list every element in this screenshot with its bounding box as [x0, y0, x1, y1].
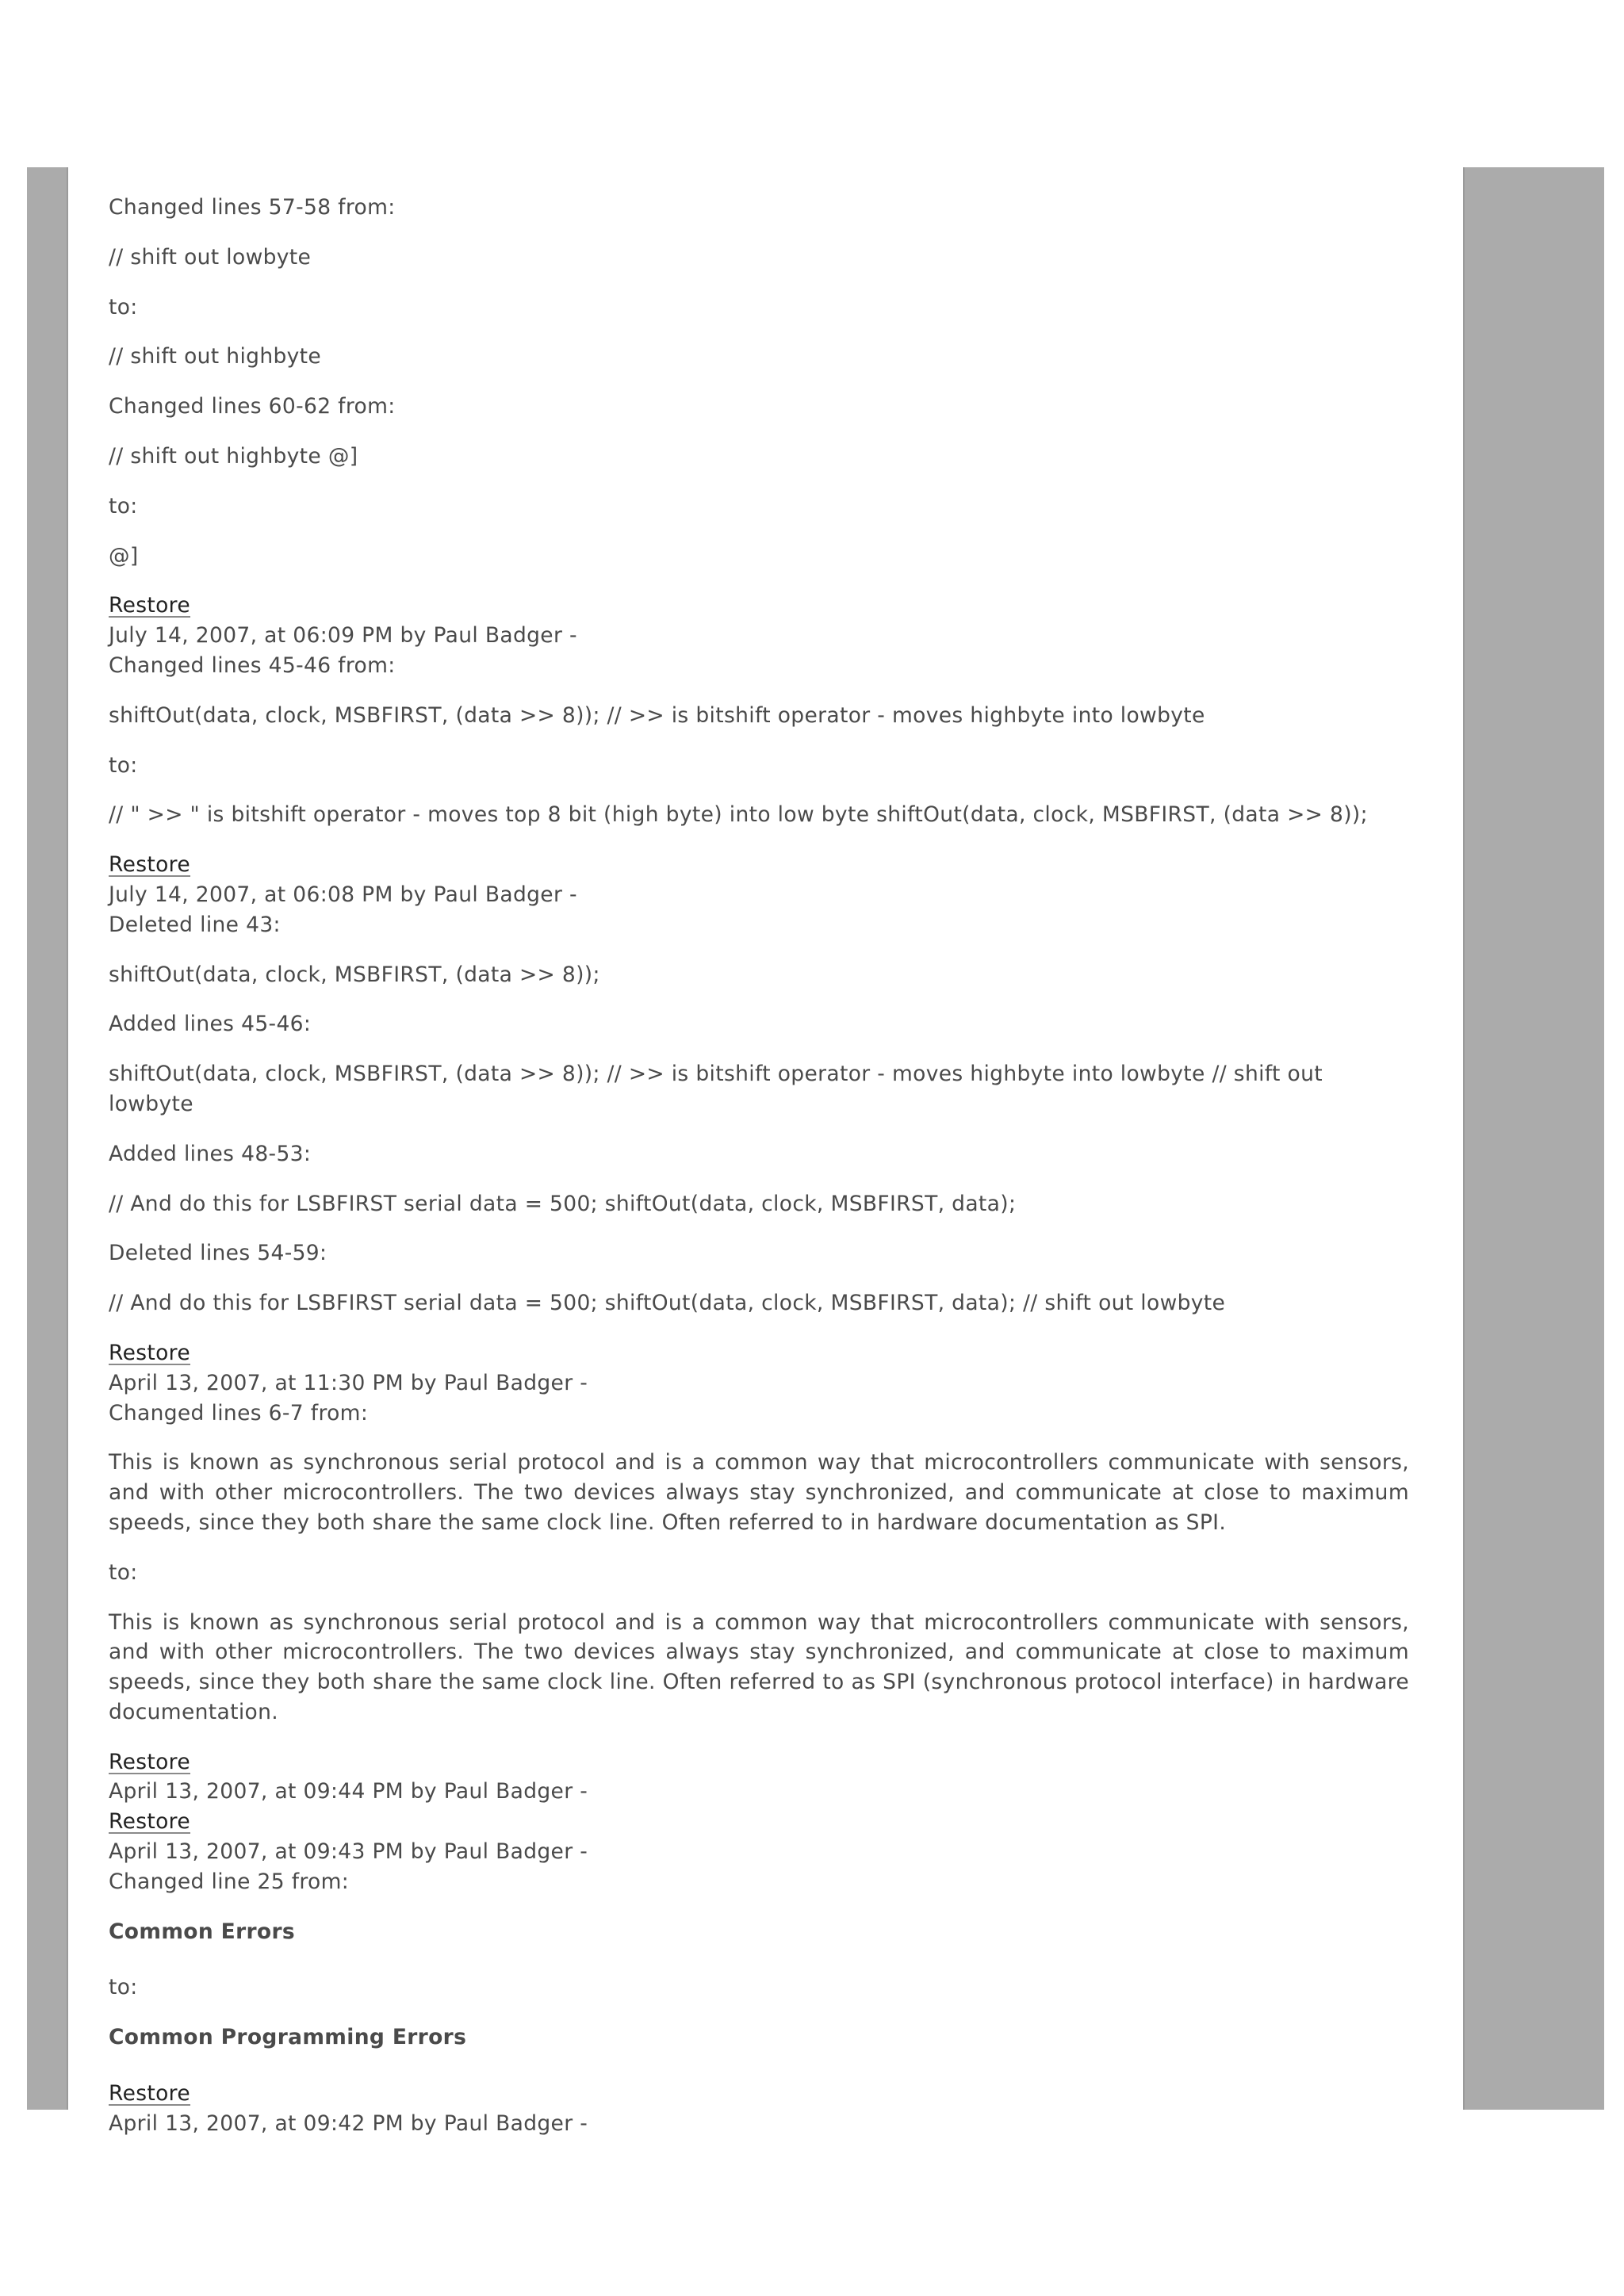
- diff-line: to:: [109, 493, 138, 519]
- change-description: Deleted line 43:: [109, 912, 281, 937]
- history-entry: [109, 1338, 1409, 1428]
- diff-line: // shift out lowbyte: [109, 244, 312, 270]
- history-entry: [109, 1807, 1409, 1896]
- revision-meta: April 13, 2007, at 11:30 PM by Paul Badger -: [109, 1370, 588, 1395]
- left-sidebar-bar: [27, 167, 68, 2110]
- diff-line: to:: [109, 752, 138, 778]
- diff-line: Changed lines 57-58 from:: [109, 195, 396, 220]
- restore-link[interactable]: Restore: [109, 2081, 191, 2107]
- restore-link[interactable]: Restore: [109, 593, 191, 618]
- diff-line: shiftOut(data, clock, MSBFIRST, (data >> 8)); // >> is bitshift operator - moves highbyte into lowbyte: [109, 702, 1205, 728]
- restore-link[interactable]: Restore: [109, 852, 191, 878]
- revision-meta: April 13, 2007, at 09:43 PM by Paul Badger -: [109, 1839, 588, 1865]
- history-entry: [109, 850, 1409, 939]
- right-sidebar-bar: [1463, 167, 1604, 2110]
- diff-line: Added lines 45-46:: [109, 1012, 312, 1037]
- diff-line: @]: [109, 543, 139, 568]
- diff-line: to:: [109, 294, 138, 320]
- diff-line: Deleted lines 54-59:: [109, 1241, 327, 1266]
- history-entry: [109, 591, 1409, 680]
- diff-line: Added lines 48-53:: [109, 1141, 312, 1166]
- restore-link[interactable]: Restore: [109, 1809, 191, 1835]
- diff-line: // And do this for LSBFIRST serial data = 500; shiftOut(data, clock, MSBFIRST, data);: [109, 1191, 1017, 1216]
- diff-line: // shift out highbyte @]: [109, 443, 358, 469]
- diff-line: // shift out highbyte: [109, 344, 322, 369]
- revision-meta: July 14, 2007, at 06:08 PM by Paul Badger -: [109, 882, 577, 907]
- diff-line: to:: [109, 1975, 138, 2000]
- diff-line: to:: [109, 1559, 138, 1585]
- history-entry: [109, 1747, 1409, 1808]
- revision-meta: April 13, 2007, at 09:42 PM by Paul Badger -: [109, 2110, 588, 2136]
- change-description: Changed lines 6-7 from:: [109, 1400, 369, 1425]
- revision-meta: April 13, 2007, at 09:44 PM by Paul Badger -: [109, 1779, 588, 1804]
- heading-text: Common Programming Errors: [109, 2025, 467, 2050]
- restore-link[interactable]: Restore: [109, 1749, 191, 1774]
- restore-link[interactable]: Restore: [109, 1340, 191, 1365]
- change-description: Changed lines 45-46 from:: [109, 652, 396, 678]
- heading-text: Common Errors: [109, 1919, 296, 1944]
- revision-meta: July 14, 2007, at 06:09 PM by Paul Badger -: [109, 623, 577, 649]
- diff-line: shiftOut(data, clock, MSBFIRST, (data >> 8)); // >> is bitshift operator - moves highbyte into lowbyte // shift out lowbyte: [109, 1062, 1323, 1116]
- history-entry: [109, 2079, 1409, 2139]
- diff-line: shiftOut(data, clock, MSBFIRST, (data >> 8));: [109, 962, 600, 987]
- diff-line: Changed lines 60-62 from:: [109, 394, 396, 419]
- page-history-content: [109, 193, 1409, 2139]
- diff-paragraph: This is known as synchronous serial protocol and is a common way that microcontrollers communicate with sensors, and with other microcontrollers. The two devices always stay synchronized, and communicate at close to maximum speeds, since they both share the same clock line. Often referred to in hardware documentation as SPI.: [109, 1450, 1409, 1535]
- change-description: Changed line 25 from:: [109, 1869, 350, 1894]
- diff-paragraph: This is known as synchronous serial protocol and is a common way that microcontrollers communicate with sensors, and with other microcontrollers. The two devices always stay synchronized, and communicate at close to maximum speeds, since they both share the same clock line. Often referred to as SPI (synchronous protocol interface) in hardware documentation.: [109, 1609, 1409, 1724]
- diff-line: // " >> " is bitshift operator - moves top 8 bit (high byte) into low byte shiftOut(data, clock, MSBFIRST, (data >> 8));: [109, 802, 1368, 828]
- diff-line: // And do this for LSBFIRST serial data = 500; shiftOut(data, clock, MSBFIRST, data); // shift out lowbyte: [109, 1291, 1226, 1316]
